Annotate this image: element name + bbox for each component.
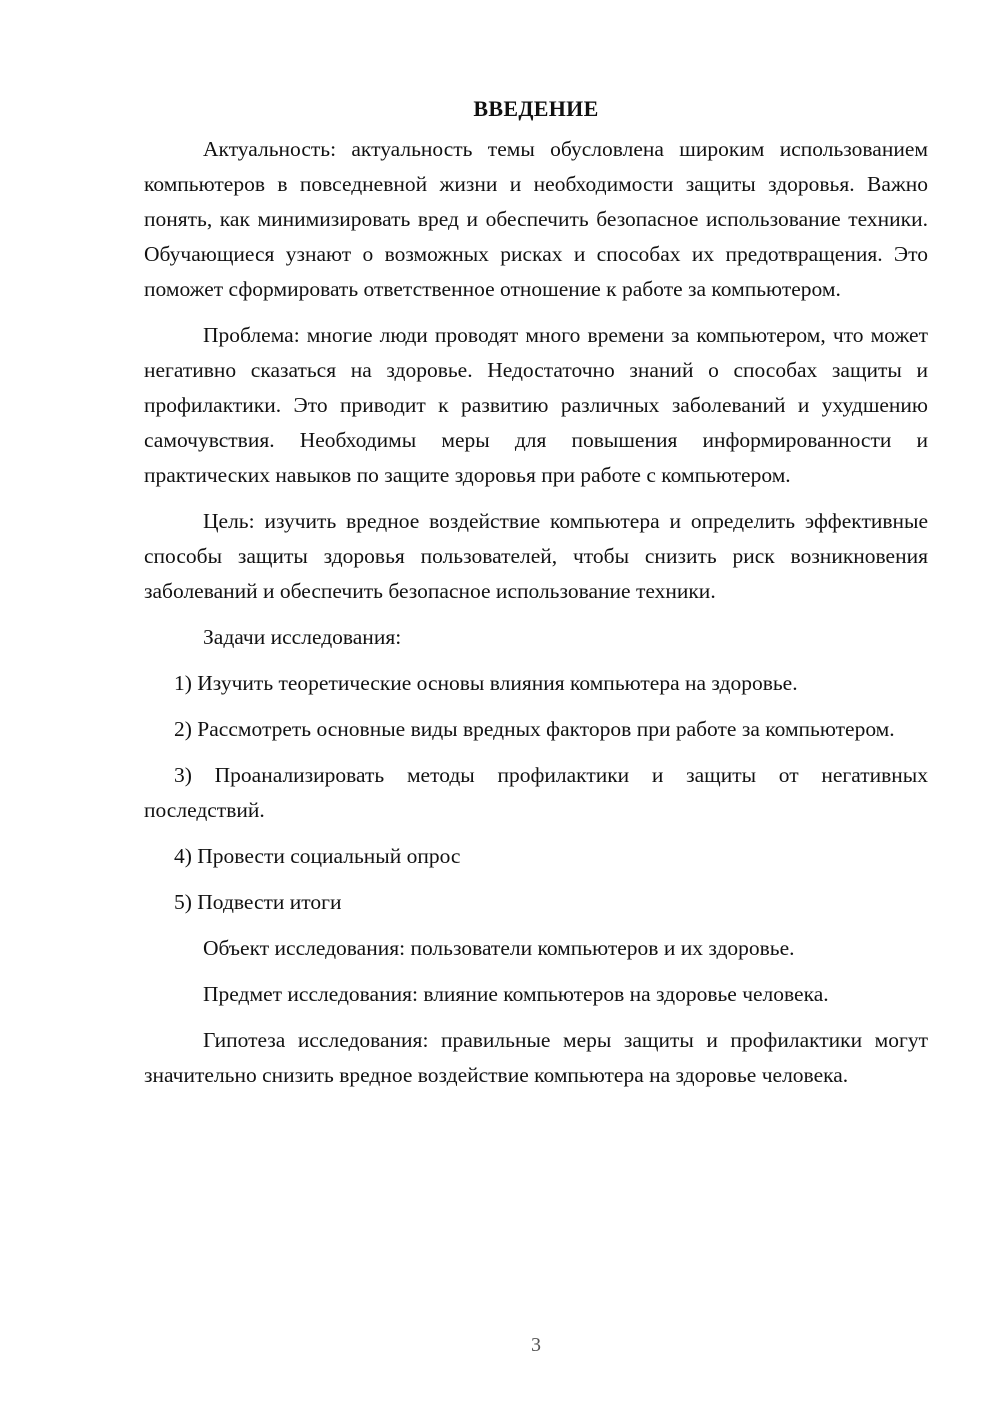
paragraph-research-object: Объект исследования: пользователи компьютеров и их здоровье. (203, 936, 795, 960)
paragraph-research-subject: Предмет исследования: влияние компьютеров на здоровье человека. (203, 982, 829, 1006)
page-title: ВВЕДЕНИЕ (473, 96, 599, 121)
task-item-1: 1) Изучить теоретические основы влияния компьютера на здоровье. (174, 671, 798, 695)
page-number: 3 (531, 1334, 541, 1356)
task-item-2: 2) Рассмотреть основные виды вредных факторов при работе за компьютером. (174, 717, 895, 741)
task-item-3: 3) Проанализировать методы профилактики и защиты от негативных последствий. (144, 763, 928, 822)
paragraph-research-hypothesis: Гипотеза исследования: правильные меры защиты и профилактики могут значительно снизить вредное воздействие компьютера на здоровье человека. (144, 1028, 928, 1087)
tasks-heading: Задачи исследования: (203, 625, 402, 649)
page-content (144, 96, 928, 1104)
paragraph-problem: Проблема: многие люди проводят много времени за компьютером, что может негативно сказаться на здоровье. Недостаточно знаний о способах защиты и профилактики. Это приводит к развитию различных заболеваний и ухудшению самочувствия. Необходимы меры для повышения информированности и практических навыков по защите здоровья при работе с компьютером. (144, 323, 928, 487)
paragraph-goal: Цель: изучить вредное воздействие компьютера и определить эффективные способы защиты здоровья пользователей, чтобы снизить риск возникновения заболеваний и обеспечить безопасное использование техники. (144, 509, 928, 603)
paragraph-relevance: Актуальность: актуальность темы обусловлена широким использованием компьютеров в повседневной жизни и необходимости защиты здоровья. Важно понять, как минимизировать вред и обеспечить безопасное использование техники. Обучающиеся узнают о возможных рисках и способах их предотвращения. Это поможет сформировать ответственное отношение к работе за компьютером. (144, 137, 928, 301)
task-item-4: 4) Провести социальный опрос (174, 844, 461, 868)
task-item-5: 5) Подвести итоги (174, 890, 342, 914)
